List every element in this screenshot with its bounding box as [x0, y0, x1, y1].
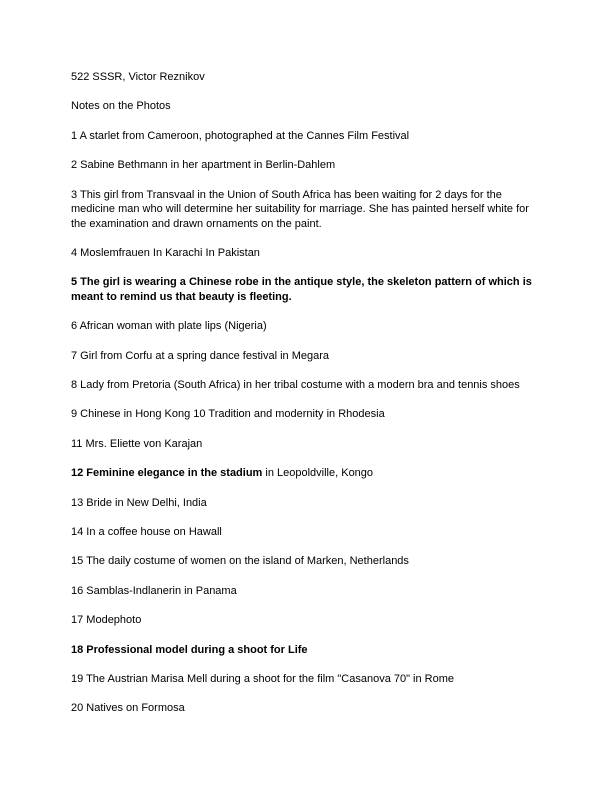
note-paragraph: [71, 584, 543, 599]
note-paragraph: [71, 496, 543, 511]
note-paragraph: [71, 275, 543, 304]
note-text-segment: 6 African woman with plate lips (Nigeria): [71, 320, 267, 333]
note-paragraph: [71, 188, 543, 232]
note-text-segment: 1 A starlet from Cameroon, photographed at the Cannes Film Festival: [71, 129, 410, 142]
note-text-segment: 3 This girl from Transvaal in the Union of South Africa has been waiting for 2 days for the medicine man who will determine her suitability for marriage. She has painted herself white for the examination and drawn ornaments on the paint.: [71, 188, 529, 230]
note-text-segment: 5 The girl is wearing a Chinese robe in the antique style, the skeleton pattern of which is meant to remind us that beauty is fleeting.: [71, 276, 532, 303]
note-paragraph: [71, 349, 543, 364]
note-text-segment: 9 Chinese in Hong Kong 10 Tradition and modernity in Rhodesia: [71, 408, 385, 421]
note-paragraph: [71, 158, 543, 173]
note-text-segment: 16 Samblas-Indlanerin in Panama: [71, 584, 237, 597]
note-paragraph: [71, 319, 543, 334]
note-text-segment: 20 Natives on Formosa: [71, 702, 185, 715]
note-paragraph: [71, 466, 543, 481]
note-text-segment: 15 The daily costume of women on the island of Marken, Netherlands: [71, 555, 409, 568]
note-paragraph: [71, 672, 543, 687]
note-text-segment: 14 In a coffee house on Hawall: [71, 525, 222, 538]
note-paragraph: [71, 437, 543, 452]
note-paragraph: [71, 613, 543, 628]
note-text-segment: 11 Mrs. Eliette von Karajan: [71, 437, 203, 450]
notes-list: [71, 129, 543, 716]
document-title: 522 SSSR, Victor Reznikov: [71, 71, 205, 83]
note-paragraph: [71, 378, 543, 393]
note-paragraph: [71, 407, 543, 422]
note-text-segment: 8 Lady from Pretoria (South Africa) in her tribal costume with a modern bra and tennis shoes: [71, 379, 520, 392]
note-text-segment: 13 Bride in New Delhi, India: [71, 496, 207, 509]
note-text-segment: 19 The Austrian Marisa Mell during a shoot for the film "Casanova 70" in Rome: [71, 672, 455, 685]
note-text-segment: 2 Sabine Bethmann in her apartment in Berlin-Dahlem: [71, 159, 336, 172]
note-paragraph: [71, 701, 543, 716]
document-subtitle: Notes on the Photos: [71, 100, 171, 113]
note-paragraph: [71, 643, 543, 658]
note-text-segment: 4 Moslemfrauen In Karachi In Pakistan: [71, 246, 260, 259]
note-paragraph: [71, 246, 543, 261]
note-paragraph: [71, 129, 543, 144]
note-text-segment: 7 Girl from Corfu at a spring dance festival in Megara: [71, 349, 330, 362]
note-text-segment: 18 Professional model during a shoot for Life: [71, 643, 308, 656]
note-text-segment: 12 Feminine elegance in the stadium: [71, 467, 263, 480]
note-text-segment: in Leopoldville, Kongo: [262, 467, 374, 480]
note-paragraph: [71, 554, 543, 569]
note-text-segment: 17 Modephoto: [71, 614, 142, 627]
document-body: [71, 70, 543, 731]
note-paragraph: [71, 525, 543, 540]
